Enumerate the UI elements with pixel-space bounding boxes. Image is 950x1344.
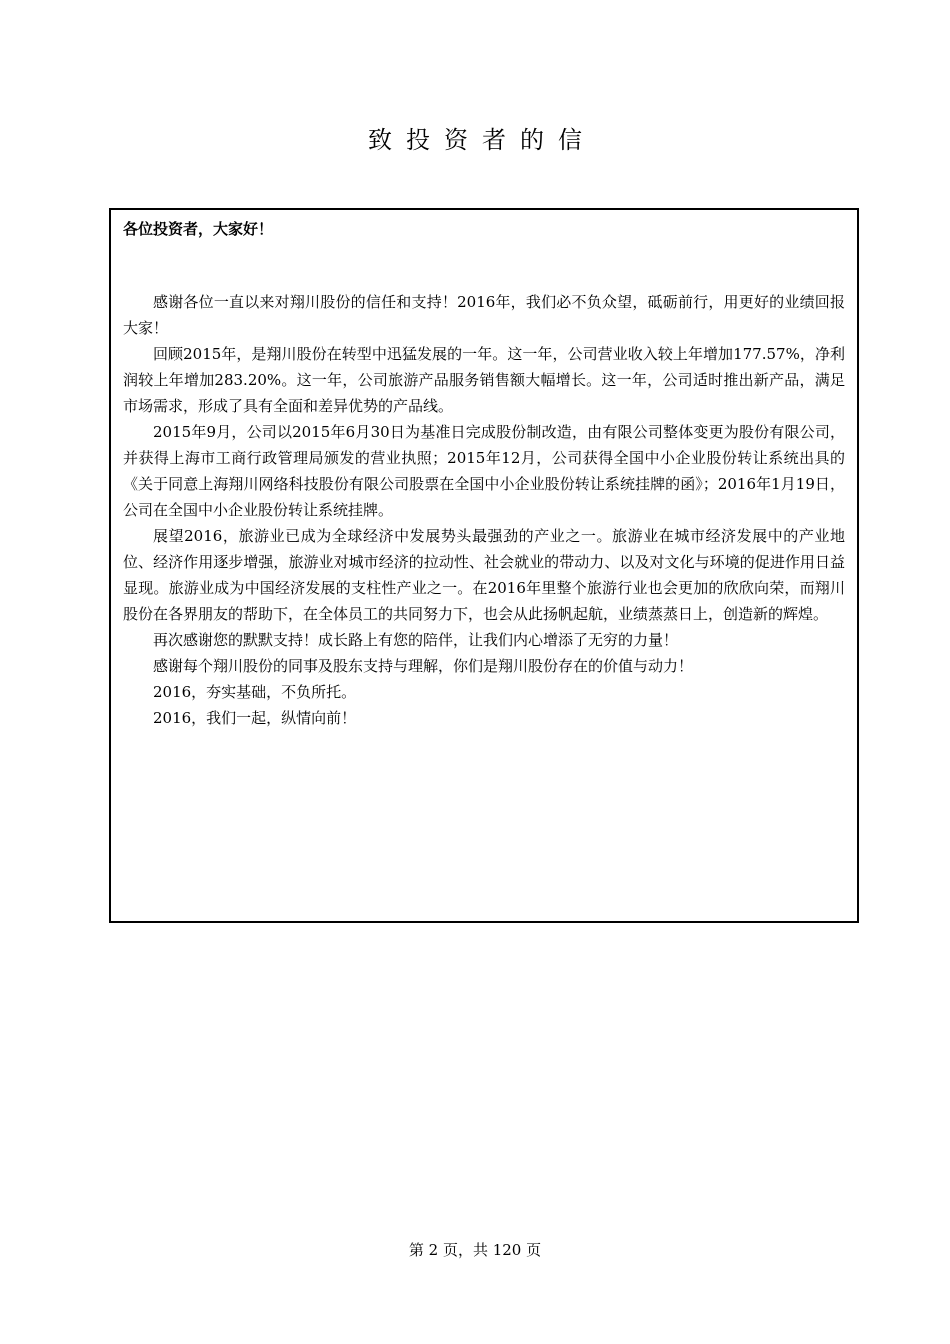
paragraph-listing: 2015年9月，公司以2015年6月30日为基准日完成股份制改造，由有限公司整体变更为股份有限公司，并获得上海市工商行政管理局颁发的营业执照；2015年12月，公司获得全国中小企业股份转让系统出具的《关于同意上海翔川网络科技股份有限公司股票在全国中小企业股份转让系统挂牌的函》；2016年1月19日，公司在全国中小企业股份转让系统挂牌。	[123, 423, 845, 519]
paragraph-thanks: 感谢各位一直以来对翔川股份的信任和支持！2016年，我们必不负众望，砥砺前行，用更好的业绩回报大家！	[123, 293, 845, 337]
paragraph-motto-2: 2016，我们一起，纵情向前！	[153, 709, 357, 727]
paragraph-review-2015: 回顾2015年，是翔川股份在转型中迅猛发展的一年。这一年，公司营业收入较上年增加177.57%，净利润较上年增加283.20%。这一年，公司旅游产品服务销售额大幅增长。这一年，公司适时推出新产品，满足市场需求，形成了具有全面和差异优势的产品线。	[123, 345, 845, 415]
paragraph-outlook-2016: 展望2016，旅游业已成为全球经济中发展势头最强劲的产业之一。旅游业在城市经济发展中的产业地位、经济作用逐步增强，旅游业对城市经济的拉动性、社会就业的带动力、以及对文化与环境的促进作用日益显现。旅游业成为中国经济发展的支柱性产业之一。在2016年里整个旅游行业也会更加的欣欣向荣，而翔川股份在各界朋友的帮助下，在全体员工的共同努力下，也会从此扬帆起航，业绩蒸蒸日上，创造新的辉煌。	[123, 527, 845, 623]
letter-body	[123, 289, 845, 731]
letter-greeting: 各位投资者，大家好！	[123, 220, 274, 238]
paragraph-thanks-staff: 感谢每个翔川股份的同事及股东支持与理解，你们是翔川股份存在的价值与动力！	[153, 657, 694, 675]
paragraph-thanks-again: 再次感谢您的默默支持！成长路上有您的陪伴，让我们内心增添了无穷的力量！	[153, 631, 679, 649]
letter-box	[109, 208, 859, 923]
paragraph-motto-1: 2016，夯实基础，不负所托。	[153, 683, 357, 701]
page-number: 第 2 页，共 120 页	[408, 1241, 542, 1259]
page-title: 致投资者的信	[368, 126, 596, 154]
